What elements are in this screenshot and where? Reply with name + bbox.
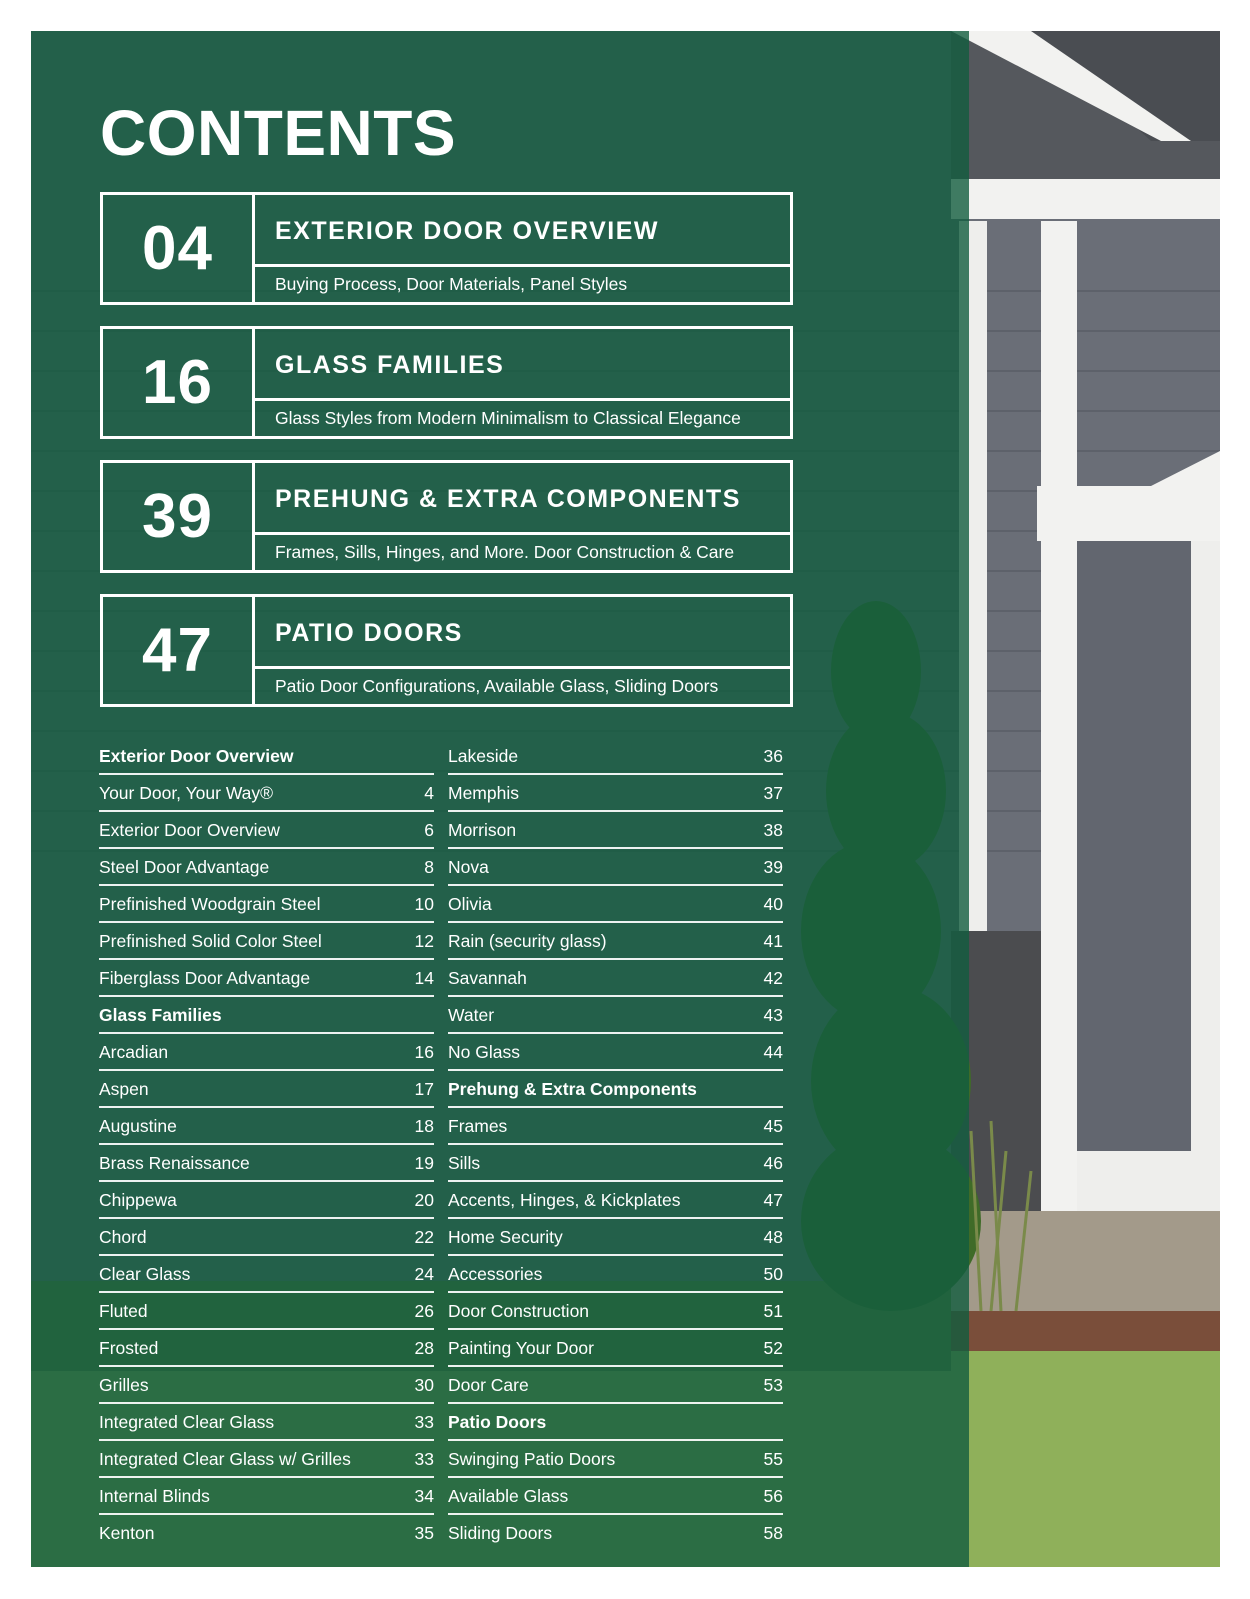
toc-entry-olivia[interactable] [448, 888, 783, 923]
section-heading: PREHUNG & EXTRA COMPONENTS [255, 463, 790, 535]
section-number-box [103, 329, 255, 436]
toc-page-number: 47 [763, 1190, 783, 1210]
toc-entry-brass-renaissance[interactable] [99, 1147, 434, 1182]
toc-page-number: 8 [424, 857, 434, 877]
toc-entry-home-security[interactable] [448, 1221, 783, 1256]
toc-page-number: 24 [414, 1264, 434, 1284]
toc-entry-no-glass[interactable] [448, 1036, 783, 1071]
toc-right-column [448, 740, 783, 1552]
toc-page-number: 44 [763, 1042, 783, 1062]
toc-left-column [99, 740, 434, 1552]
toc-entry-available-glass[interactable] [448, 1480, 783, 1515]
toc-heading-label: Patio Doors [448, 1412, 547, 1432]
section-subtitle: Frames, Sills, Hinges, and More. Door Construction & Care [275, 542, 735, 562]
toc-entry-savannah[interactable] [448, 962, 783, 997]
toc-entry-exterior-door-overview[interactable] [99, 814, 434, 849]
toc-entry-door-construction[interactable] [448, 1295, 783, 1330]
toc-entry-label: Swinging Patio Doors [448, 1449, 616, 1469]
toc-heading-label: Exterior Door Overview [99, 746, 294, 766]
toc-entry-label: No Glass [448, 1042, 520, 1062]
toc-page-number: 40 [763, 894, 783, 914]
toc-page-number: 37 [763, 783, 783, 803]
toc-page-number: 43 [763, 1005, 783, 1025]
toc-entry-swinging-patio-doors[interactable] [448, 1443, 783, 1478]
toc-entry-sills[interactable] [448, 1147, 783, 1182]
toc-page-number: 48 [763, 1227, 783, 1247]
toc-entry-label: Frosted [99, 1338, 159, 1358]
toc-entry-label: Accents, Hinges, & Kickplates [448, 1190, 681, 1210]
toc-entry-prefinished-solid-color-steel[interactable] [99, 925, 434, 960]
toc-entry-chippewa[interactable] [99, 1184, 434, 1219]
section-box-glass-families[interactable] [100, 326, 793, 439]
toc-entry-internal-blinds[interactable] [99, 1480, 434, 1515]
toc-entry-label: Steel Door Advantage [99, 857, 270, 877]
section-box-prehung-extra-components[interactable] [100, 460, 793, 573]
section-heading: GLASS FAMILIES [255, 329, 790, 401]
toc-entry-label: Nova [448, 857, 489, 877]
toc-page-number: 26 [414, 1301, 434, 1321]
toc-entry-kenton[interactable] [99, 1517, 434, 1550]
toc-entry-door-care[interactable] [448, 1369, 783, 1404]
toc-entry-chord[interactable] [99, 1221, 434, 1256]
toc-entry-label: Available Glass [448, 1486, 569, 1506]
toc-entry-morrison[interactable] [448, 814, 783, 849]
toc-page-number: 28 [414, 1338, 434, 1358]
toc-page-number: 46 [763, 1153, 783, 1173]
toc-page-number: 19 [414, 1153, 434, 1173]
section-subtitle: Glass Styles from Modern Minimalism to Classical Elegance [275, 408, 741, 428]
toc-entry-label: Prefinished Woodgrain Steel [99, 894, 321, 914]
toc-entry-fiberglass-door-advantage[interactable] [99, 962, 434, 997]
toc-page-number: 39 [763, 857, 783, 877]
toc-heading-patio-doors [448, 1406, 783, 1441]
section-number: 04 [142, 214, 213, 283]
toc-heading-label: Glass Families [99, 1005, 222, 1025]
toc-page-number: 33 [414, 1412, 434, 1432]
toc-entry-prefinished-woodgrain-steel[interactable] [99, 888, 434, 923]
toc-page-number: 55 [763, 1449, 783, 1469]
toc-entry-sliding-doors[interactable] [448, 1517, 783, 1550]
toc-entry-grilles[interactable] [99, 1369, 434, 1404]
toc-entry-label: Savannah [448, 968, 527, 988]
toc-entry-fluted[interactable] [99, 1295, 434, 1330]
section-number-box [103, 597, 255, 704]
toc-entry-lakeside[interactable] [448, 740, 783, 775]
toc-page-number: 12 [414, 931, 434, 951]
toc-entry-label: Door Construction [448, 1301, 590, 1321]
toc-page-number: 56 [763, 1486, 783, 1506]
section-heading: PATIO DOORS [255, 597, 790, 669]
toc-page-number: 45 [763, 1116, 783, 1136]
toc-entry-clear-glass[interactable] [99, 1258, 434, 1293]
toc-entry-label: Water [448, 1005, 495, 1025]
section-box-patio-doors[interactable] [100, 594, 793, 707]
toc-entry-label: Aspen [99, 1079, 149, 1099]
section-heading: EXTERIOR DOOR OVERVIEW [255, 195, 790, 267]
toc-page-number: 14 [414, 968, 434, 988]
toc-page-number: 16 [414, 1042, 434, 1062]
toc-entry-label: Sliding Doors [448, 1523, 553, 1543]
toc-entry-frames[interactable] [448, 1110, 783, 1145]
toc-entry-label: Integrated Clear Glass w/ Grilles [99, 1449, 351, 1469]
toc-page-number: 50 [763, 1264, 783, 1284]
toc-page-number: 52 [763, 1338, 783, 1358]
section-box-exterior-door-overview[interactable] [100, 192, 793, 305]
toc-entry-label: Augustine [99, 1116, 177, 1136]
toc-page-number: 42 [763, 968, 783, 988]
toc-page-number: 18 [414, 1116, 434, 1136]
toc-entry-label: Kenton [99, 1523, 155, 1543]
toc-heading-label: Prehung & Extra Components [448, 1079, 697, 1099]
section-number: 39 [142, 482, 213, 551]
toc-entry-label: Fluted [99, 1301, 148, 1321]
toc-entry-label: Rain (security glass) [448, 931, 607, 951]
toc-entry-label: Fiberglass Door Advantage [99, 968, 311, 988]
toc-entry-label: Your Door, Your Way® [99, 783, 274, 803]
toc-page-number: 17 [414, 1079, 434, 1099]
toc-page-number: 36 [763, 746, 783, 766]
toc-entry-water[interactable] [448, 999, 783, 1034]
toc-entry-rain-security-glass[interactable] [448, 925, 783, 960]
toc-entry-label: Exterior Door Overview [99, 820, 280, 840]
toc-entry-label: Morrison [448, 820, 517, 840]
toc-entry-label: Integrated Clear Glass [99, 1412, 275, 1432]
toc-page-number: 51 [763, 1301, 783, 1321]
toc-entry-aspen[interactable] [99, 1073, 434, 1108]
toc-page-number: 58 [763, 1523, 783, 1543]
toc-entry-accents-hinges-kickplates[interactable] [448, 1184, 783, 1219]
toc-page-number: 30 [414, 1375, 434, 1395]
toc-entry-label: Lakeside [448, 746, 519, 766]
section-subtitle: Buying Process, Door Materials, Panel Styles [275, 274, 628, 294]
toc-entry-integrated-clear-glass-w-grilles[interactable] [99, 1443, 434, 1478]
toc-page-number: 22 [414, 1227, 434, 1247]
toc-entry-memphis[interactable] [448, 777, 783, 812]
toc-entry-nova[interactable] [448, 851, 783, 886]
toc-entry-label: Frames [448, 1116, 508, 1136]
section-subtitle: Patio Door Configurations, Available Glass, Sliding Doors [275, 676, 719, 696]
toc-entry-label: Painting Your Door [448, 1338, 594, 1358]
toc-page-number: 38 [763, 820, 783, 840]
toc-page-number: 53 [763, 1375, 783, 1395]
toc-entry-your-door-your-way[interactable] [99, 777, 434, 812]
toc-page-number: 41 [763, 931, 783, 951]
toc-entry-painting-your-door[interactable] [448, 1332, 783, 1367]
toc-entry-augustine[interactable] [99, 1110, 434, 1145]
toc-entry-arcadian[interactable] [99, 1036, 434, 1071]
toc-heading-glass-families [99, 999, 434, 1034]
toc-entry-label: Accessories [448, 1264, 543, 1284]
toc-page-number: 20 [414, 1190, 434, 1210]
toc-entry-label: Door Care [448, 1375, 529, 1395]
section-number-box [103, 463, 255, 570]
toc-entry-accessories[interactable] [448, 1258, 783, 1293]
toc-entry-label: Grilles [99, 1375, 149, 1395]
toc-page-number: 4 [424, 783, 434, 803]
toc-entry-label: Arcadian [99, 1042, 169, 1062]
section-number: 16 [142, 348, 213, 417]
toc-entry-label: Sills [448, 1153, 481, 1173]
toc-page-number: 35 [414, 1523, 434, 1543]
toc-page-number: 6 [424, 820, 434, 840]
toc-entry-label: Memphis [448, 783, 519, 803]
toc-heading-exterior-door-overview [99, 740, 434, 775]
section-number-box [103, 195, 255, 302]
toc-entry-label: Brass Renaissance [99, 1153, 250, 1173]
section-number: 47 [142, 616, 213, 685]
toc-entry-frosted[interactable] [99, 1332, 434, 1367]
toc-page-number: 10 [414, 894, 434, 914]
toc-page-number: 33 [414, 1449, 434, 1469]
toc-entry-label: Internal Blinds [99, 1486, 210, 1506]
toc-entry-label: Home Security [448, 1227, 563, 1247]
toc-entry-label: Olivia [448, 894, 492, 914]
toc-entry-integrated-clear-glass[interactable] [99, 1406, 434, 1441]
toc-entry-label: Prefinished Solid Color Steel [99, 931, 322, 951]
toc-entry-label: Chord [99, 1227, 147, 1247]
toc-entry-label: Clear Glass [99, 1264, 191, 1284]
toc-entry-steel-door-advantage[interactable] [99, 851, 434, 886]
toc-heading-prehung-extra-components [448, 1073, 783, 1108]
toc-page-number: 34 [414, 1486, 434, 1506]
toc-entry-label: Chippewa [99, 1190, 177, 1210]
page-title: CONTENTS [100, 97, 456, 169]
